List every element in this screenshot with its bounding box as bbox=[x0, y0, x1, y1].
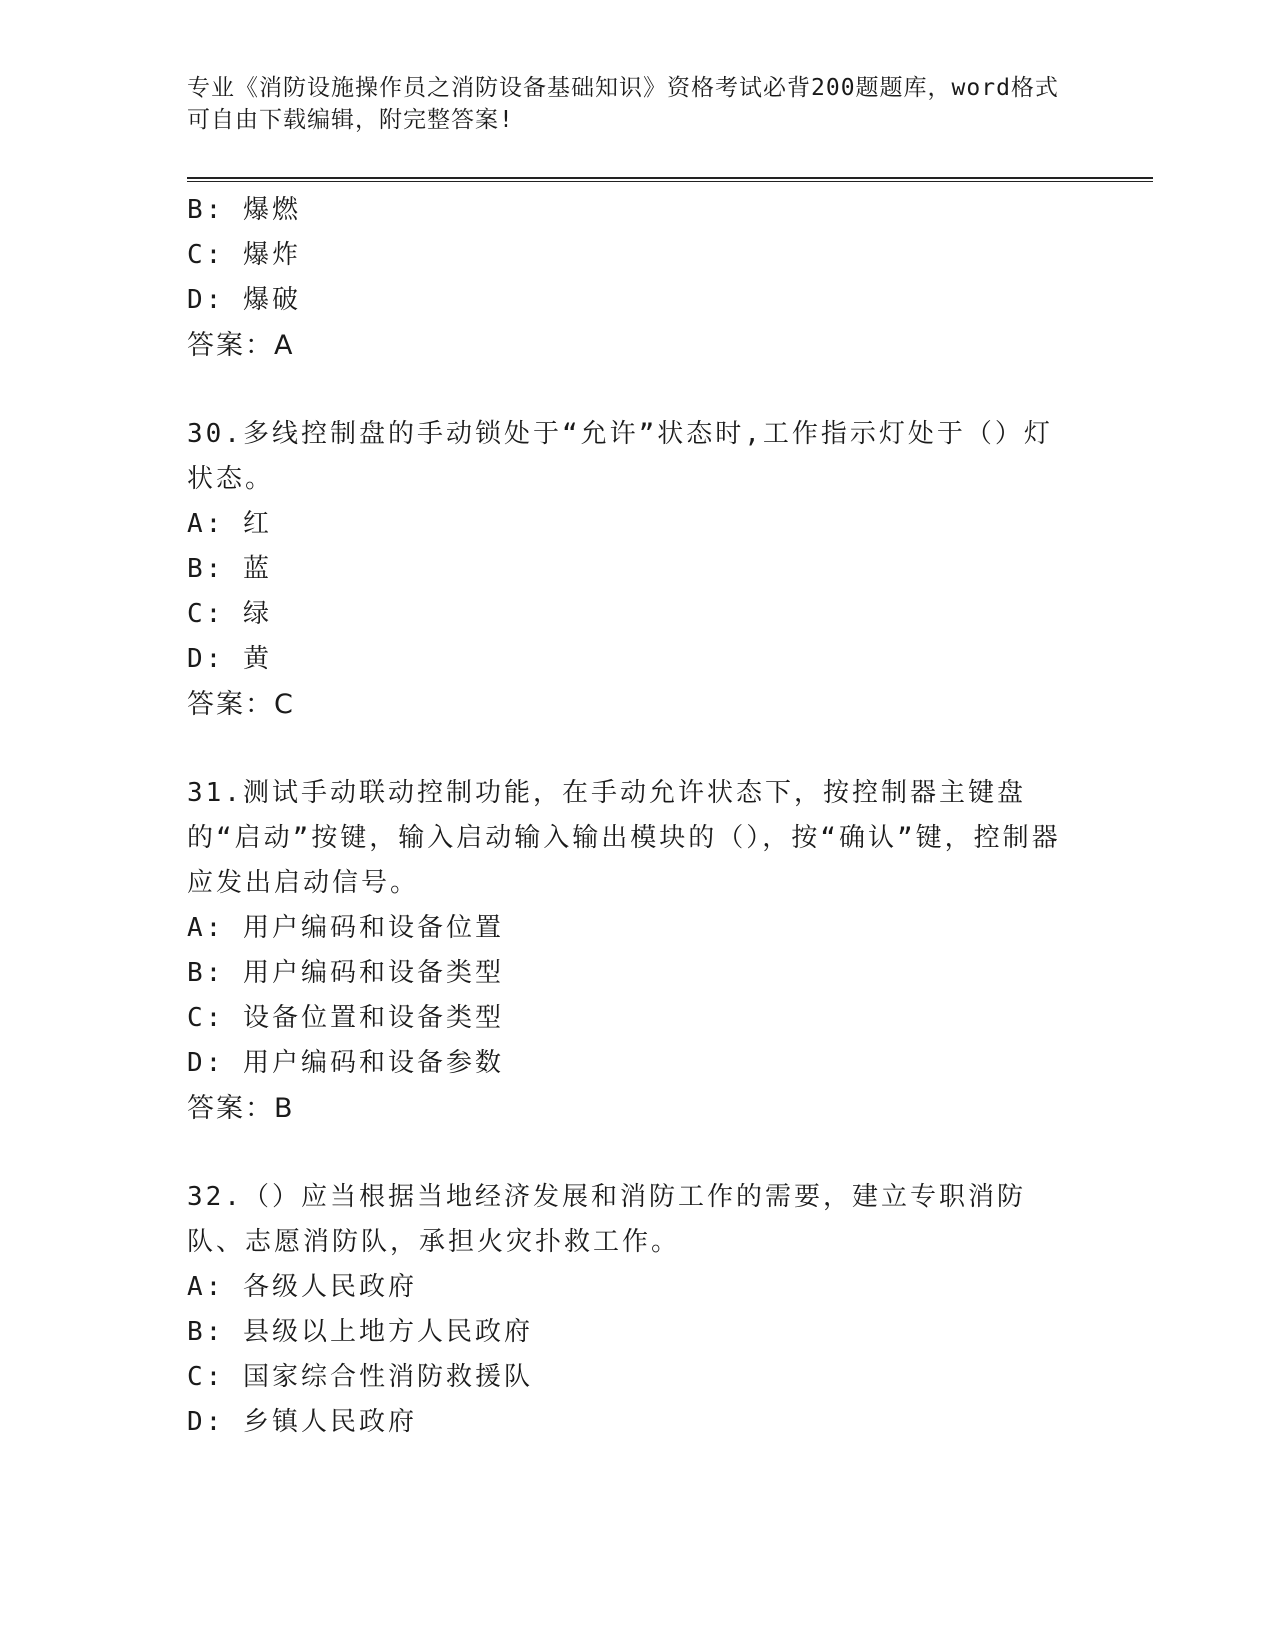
option-b: B: 县级以上地方人民政府 bbox=[187, 1317, 533, 1347]
option-c: C: 绿 bbox=[187, 599, 272, 629]
partial-question bbox=[187, 188, 1067, 368]
option-a: A: 用户编码和设备位置 bbox=[187, 913, 504, 943]
option-b: B: 蓝 bbox=[187, 554, 272, 584]
question-31 bbox=[187, 771, 1067, 1131]
option-c: C: 国家综合性消防救援队 bbox=[187, 1362, 533, 1392]
question-text: 32.（）应当根据当地经济发展和消防工作的需要，建立专职消防队、志愿消防队，承担火灾扑救工作。 bbox=[187, 1182, 1026, 1257]
option-d: D: 乡镇人民政府 bbox=[187, 1407, 417, 1437]
answer-line: 答案：C bbox=[187, 689, 295, 720]
option-d: D: 爆破 bbox=[187, 285, 301, 315]
option-a: A: 红 bbox=[187, 509, 272, 539]
option-d: D: 用户编码和设备参数 bbox=[187, 1048, 504, 1078]
question-30 bbox=[187, 412, 1067, 727]
answer-line: 答案：B bbox=[187, 1093, 295, 1124]
answer-line: 答案：A bbox=[187, 330, 295, 361]
question-32 bbox=[187, 1175, 1067, 1445]
option-c: C: 设备位置和设备类型 bbox=[187, 1003, 504, 1033]
header-divider bbox=[187, 177, 1153, 182]
document-header: 专业《消防设施操作员之消防设备基础知识》资格考试必背200题题库，word格式可自由下载编辑，附完整答案! bbox=[187, 75, 1059, 133]
option-b: B: 爆燃 bbox=[187, 195, 301, 225]
option-c: C: 爆炸 bbox=[187, 240, 301, 270]
document-body bbox=[187, 188, 1067, 1445]
question-text: 31.测试手动联动控制功能，在手动允许状态下，按控制器主键盘的“启动”按键，输入启动输入输出模块的（），按“确认”键，控制器应发出启动信号。 bbox=[187, 778, 1061, 898]
option-a: A: 各级人民政府 bbox=[187, 1272, 417, 1302]
option-b: B: 用户编码和设备类型 bbox=[187, 958, 504, 988]
option-d: D: 黄 bbox=[187, 644, 272, 674]
question-text: 30.多线控制盘的手动锁处于“允许”状态时,工作指示灯处于（）灯状态。 bbox=[187, 419, 1053, 494]
